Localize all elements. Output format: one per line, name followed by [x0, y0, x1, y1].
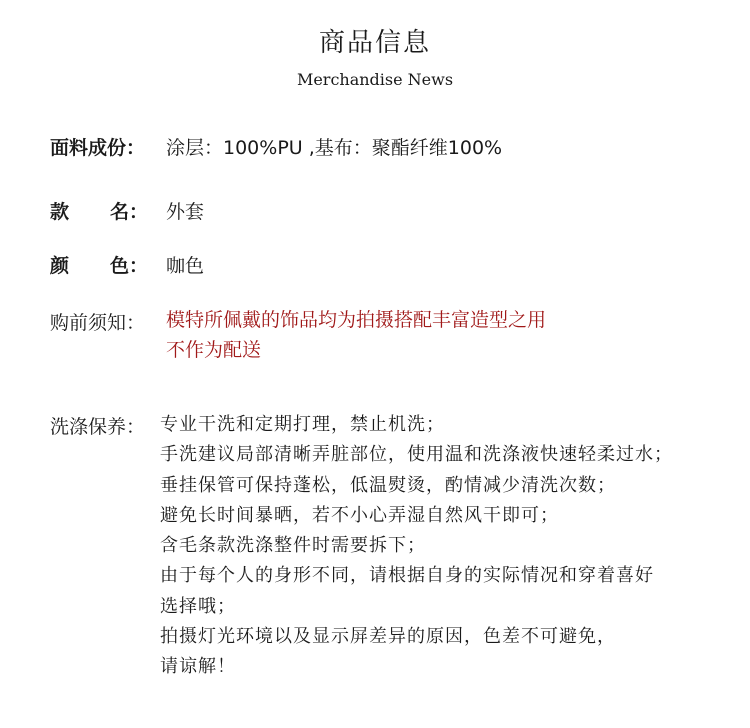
notice-label: 购前须知：: [50, 312, 146, 334]
care-line: 拍摄灯光环境以及显示屏差异的原因，色差不可避免，: [160, 626, 616, 648]
style-value: 外套: [166, 201, 205, 223]
care-line: 避免长时间暴晒，若不小心弄湿自然风干即可；: [160, 504, 559, 526]
notice-line: 不作为配送: [166, 339, 262, 361]
care-line: 由于每个人的身形不同，请根据自身的实际情况和穿着喜好: [160, 565, 654, 587]
color-label: [50, 251, 148, 278]
fabric-label: 面料成份：: [50, 137, 146, 159]
notice-line: 模特所佩戴的饰品均为拍摄搭配丰富造型之用: [166, 309, 547, 331]
color-value: 咖色: [166, 255, 205, 277]
page-subtitle: Merchandise News: [296, 70, 454, 89]
notice-text: [166, 305, 546, 365]
care-line: 手洗建议局部清晰弄脏部位，使用温和洗涤液快速轻柔过水；: [160, 444, 673, 466]
care-label: 洗涤保养：: [50, 416, 146, 438]
color-label-second: 色：: [109, 255, 148, 277]
style-label-second: 名：: [109, 201, 148, 223]
care-line: 选择哦；: [160, 595, 236, 617]
style-label: [50, 197, 148, 224]
care-line: 垂挂保管可保持蓬松，低温熨烫，酌情减少清洗次数；: [160, 474, 616, 496]
style-label-first: 款: [50, 201, 70, 223]
care-line: 请谅解！: [160, 656, 236, 678]
page-title: 商品信息: [318, 28, 431, 58]
care-line: 含毛条款洗涤整件时需要拆下；: [160, 535, 426, 557]
care-instructions: [160, 410, 673, 683]
color-label-first: 颜: [50, 255, 70, 277]
care-line: 专业干洗和定期打理，禁止机洗；: [160, 414, 445, 435]
fabric-value: 涂层：100%PU ,基布：聚酯纤维100%: [166, 137, 503, 159]
